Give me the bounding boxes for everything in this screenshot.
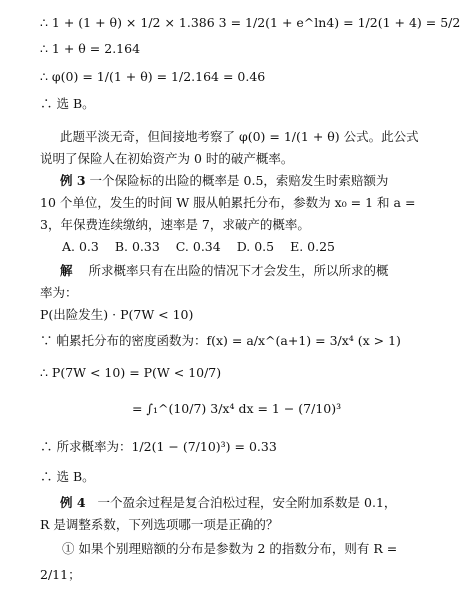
equation-line-3: ∴ φ(0) = 1/(1 + θ) = 1/2.164 = 0.46 xyxy=(40,69,266,84)
solution-line-4: ∵ 帕累托分布的密度函数为：f(x) = a/x^(a+1) = 3/x⁴ (x > 1) xyxy=(40,333,401,348)
answer-line-1: ∴ 选 B。 xyxy=(40,96,95,111)
option-a: A. 0.3 xyxy=(62,239,99,254)
example-3-options xyxy=(0,238,411,256)
option-e: E. 0.25 xyxy=(290,239,335,254)
example-4-line-1 xyxy=(0,494,411,512)
example-3-label: 例 3 xyxy=(60,173,86,188)
option-d: D. 0.5 xyxy=(236,239,275,254)
solution-line-1 xyxy=(0,262,411,280)
example-4-line-3: ① 如果个别理赔额的分布是参数为 2 的指数分布，则有 R = xyxy=(62,541,398,556)
option-c: C. 0.34 xyxy=(175,239,221,254)
solution-line-2: 率为： xyxy=(40,285,78,300)
equation-line-1: ∴ 1 + (1 + θ) × 1/2 × 1.386 3 = 1/2(1 + e^ln4) = 1/2(1 + 4) = 5/2 xyxy=(40,15,460,30)
example-3-line-3: 3，年保费连续缴纳，速率是 7，求破产的概率。 xyxy=(40,217,310,232)
solution-line-5: ∴ P(7W < 10) = P(W < 10/7) xyxy=(40,365,222,380)
example-4-text-1: 一个盈余过程是复合泊松过程，安全附加系数是 0.1， xyxy=(97,495,397,510)
answer-line-2: ∴ 选 B。 xyxy=(40,469,95,484)
solution-line-7: ∴ 所求概率为：1/2(1 − (7/10)³) = 0.33 xyxy=(40,439,277,454)
option-b: B. 0.33 xyxy=(114,239,160,254)
equation-line-2: ∴ 1 + θ = 2.164 xyxy=(40,41,141,56)
example-4-label: 例 4 xyxy=(60,495,86,510)
example-3-line-2: 10 个单位，发生的时间 W 服从帕累托分布，参数为 x₀ = 1 和 a = xyxy=(40,195,416,210)
paragraph-comment-line-2: 说明了保险人在初始资产为 0 时的破产概率。 xyxy=(40,151,294,166)
example-3-line-1 xyxy=(0,172,411,190)
solution-line-3: P(出险发生) · P(7W < 10) xyxy=(40,307,194,322)
example-4-line-2: R 是调整系数，下列选项哪一项是正确的？ xyxy=(40,517,279,532)
example-3-text-1: 一个保险标的出险的概率是 0.5，索赔发生时索赔额为 xyxy=(89,173,389,188)
solution-text-1: 所求概率只有在出险的情况下才会发生，所以所求的概 xyxy=(88,263,389,278)
paragraph-comment-line-1: 此题平淡无奇，但间接地考察了 φ(0) = 1/(1 + θ) 公式。此公式 xyxy=(60,129,419,144)
solution-line-6: = ∫₁^(10/7) 3/x⁴ dx = 1 − (7/10)³ xyxy=(132,401,342,416)
example-4-line-4: 2/11； xyxy=(40,567,81,582)
solution-label: 解 xyxy=(60,263,73,278)
